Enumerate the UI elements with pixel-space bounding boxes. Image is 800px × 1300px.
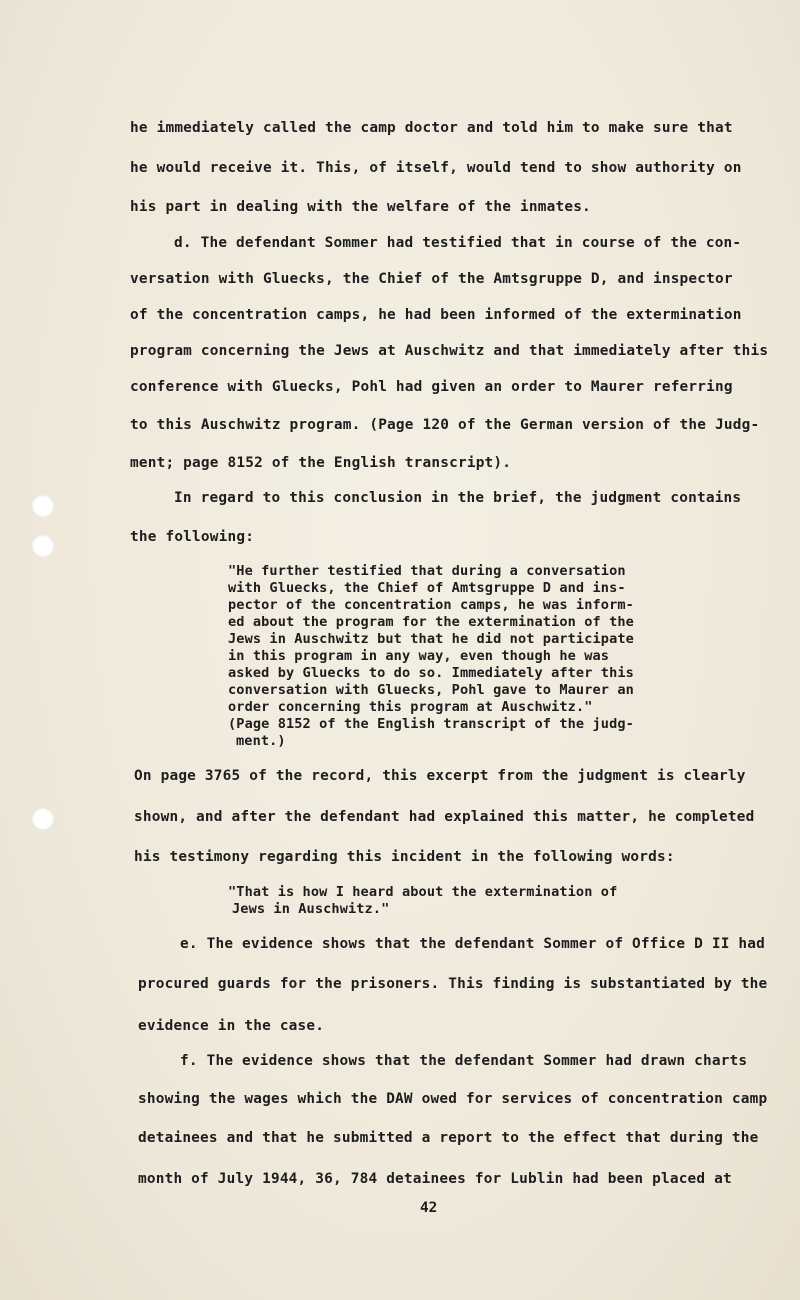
text-line: to this Auschwitz program. (Page 120 of the German version of the Judg- <box>130 417 760 433</box>
text-line: ment; page 8152 of the English transcript). <box>130 455 512 471</box>
text-line: of the concentration camps, he had been informed of the extermination <box>130 307 742 323</box>
quote-line: Jews in Auschwitz." <box>232 901 390 917</box>
text-line: his testimony regarding this incident in the following words: <box>134 849 675 865</box>
quote-line: ed about the program for the extermination of the <box>228 614 634 630</box>
punch-hole <box>32 495 54 517</box>
quote-line: in this program in any way, even though he was <box>228 648 610 664</box>
text-line: program concerning the Jews at Auschwitz and that immediately after this <box>130 343 769 359</box>
quote-line: pector of the concentration camps, he was inform- <box>228 597 634 613</box>
text-line: In regard to this conclusion in the brief, the judgment contains <box>174 490 742 506</box>
quote-line: Jews in Auschwitz but that he did not participate <box>228 631 634 647</box>
quote-line: asked by Gluecks to do so. Immediately after this <box>228 665 634 681</box>
quote-line: ment.) <box>236 733 286 749</box>
quote-line: conversation with Gluecks, Pohl gave to Maurer an <box>228 682 634 698</box>
text-line: his part in dealing with the welfare of the inmates. <box>130 199 591 215</box>
text-line: e. The evidence shows that the defendant Sommer of Office D II had <box>180 936 766 952</box>
quote-line: "He further testified that during a conversation <box>228 563 626 579</box>
text-line: he would receive it. This, of itself, would tend to show authority on <box>130 160 742 176</box>
page-number: 42 <box>420 1200 438 1216</box>
text-line: d. The defendant Sommer had testified that in course of the con- <box>174 235 742 251</box>
text-line: the following: <box>130 529 255 545</box>
text-line: procured guards for the prisoners. This finding is substantiated by the <box>138 976 768 992</box>
text-line: showing the wages which the DAW owed for services of concentration camp <box>138 1091 768 1107</box>
quote-line: order concerning this program at Auschwitz." <box>228 699 593 715</box>
text-line: versation with Gluecks, the Chief of the Amtsgruppe D, and inspector <box>130 271 733 287</box>
text-line: On page 3765 of the record, this excerpt from the judgment is clearly <box>134 768 746 784</box>
quote-line: "That is how I heard about the extermination of <box>228 884 618 900</box>
punch-hole <box>32 808 54 830</box>
text-line: f. The evidence shows that the defendant Sommer had drawn charts <box>180 1053 748 1069</box>
text-line: evidence in the case. <box>138 1018 325 1034</box>
text-line: shown, and after the defendant had explained this matter, he completed <box>134 809 755 825</box>
text-line: conference with Gluecks, Pohl had given an order to Maurer referring <box>130 379 733 395</box>
text-line: he immediately called the camp doctor and told him to make sure that <box>130 120 733 136</box>
punch-hole <box>32 535 54 557</box>
text-line: month of July 1944, 36, 784 detainees for Lublin had been placed at <box>138 1171 732 1187</box>
text-line: detainees and that he submitted a report to the effect that during the <box>138 1130 759 1146</box>
quote-line: with Gluecks, the Chief of Amtsgruppe D and ins- <box>228 580 626 596</box>
quote-line: (Page 8152 of the English transcript of the judg- <box>228 716 634 732</box>
